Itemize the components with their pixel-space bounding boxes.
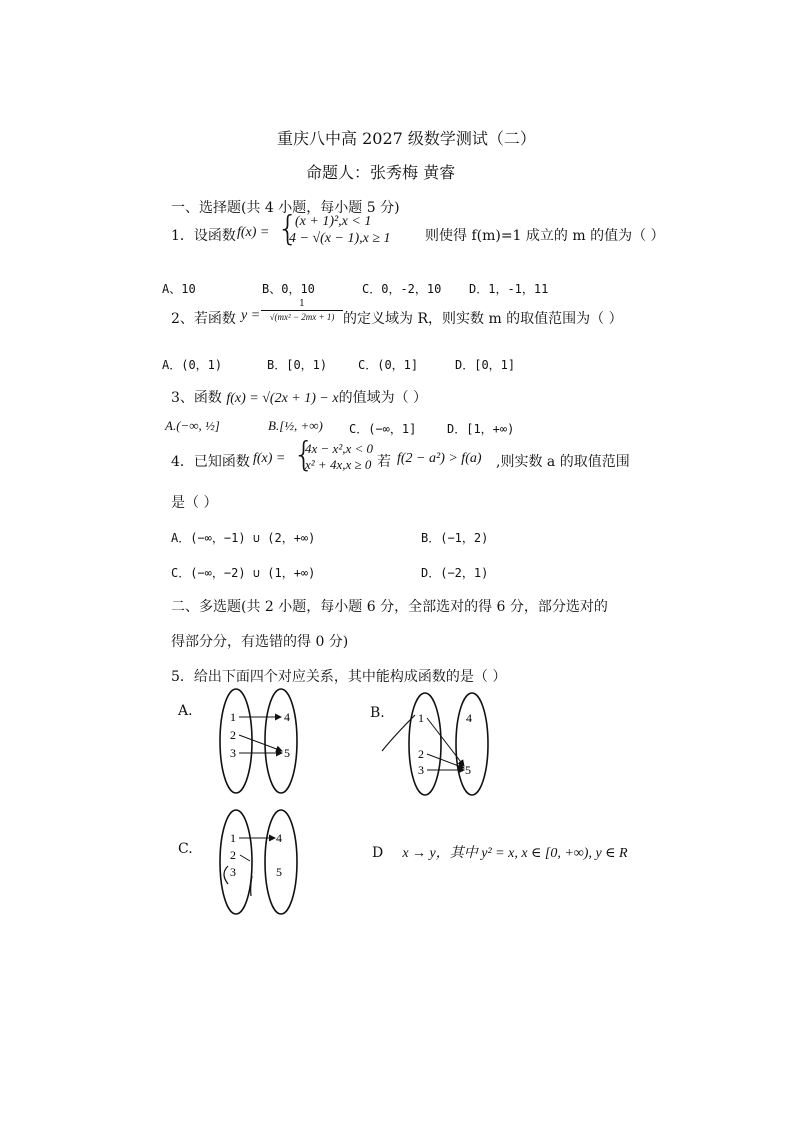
- section-2-heading-line-2: 得部分分，有选错的得 0 分): [171, 634, 349, 650]
- q3-expr: f(x) = √(2x + 1) − x: [226, 391, 339, 406]
- mapping-a: [178, 687, 328, 795]
- mapping-b-diagram: [370, 687, 520, 797]
- q4-brace: {: [293, 435, 315, 475]
- q1-case-1: (x + 1)²,x < 1: [295, 214, 372, 229]
- q2-option-a: A．(0，1): [162, 358, 223, 372]
- mapping-a-diagram: [178, 687, 328, 795]
- q1-option-a: A、10: [162, 282, 196, 296]
- q4-option-b: B．(−1，2): [421, 531, 489, 545]
- a-range-5: 5: [284, 746, 290, 760]
- q1-prefix: 1．设函数: [171, 228, 236, 244]
- q4-option-a: A．(−∞，−1) ∪ (2，+∞): [171, 531, 316, 545]
- section-2-heading-line-1: 二、多选题(共 2 小题，每小题 6 分，全部选对的得 6 分，部分选对的: [171, 599, 608, 615]
- q3-option-c: C．(−∞，1]: [349, 422, 417, 436]
- q2-denominator: √(mx² − 2mx + 1): [269, 312, 335, 322]
- mapping-c-label: C.: [178, 841, 193, 857]
- q3-option-b: B.[½, +∞): [268, 418, 323, 433]
- mapping-d-label: D: [372, 845, 384, 861]
- q2-option-b: B．[0，1): [267, 358, 328, 372]
- q4-case-1: 4x − x²,x < 0: [305, 441, 374, 456]
- b-domain-3: 3: [418, 763, 424, 777]
- q3-option-d: D．[1，+∞): [447, 422, 515, 436]
- mapping-a-label: A.: [178, 703, 193, 719]
- b-range-5: 5: [465, 763, 471, 777]
- question-5-stem: 5．给出下面四个对应关系，其中能构成函数的是（ ）: [171, 669, 507, 685]
- a-domain-1: 1: [230, 710, 236, 724]
- q1-option-d: D．1，-1，11: [469, 282, 549, 296]
- c-domain-1: 1: [230, 831, 236, 845]
- q1-option-c: C．0，-2，10: [362, 282, 442, 296]
- q1-suffix: 则使得 f(m)=1 成立的 m 的值为（ ）: [425, 228, 665, 244]
- q2-option-d: D．[0，1]: [455, 358, 516, 372]
- question-3: [171, 387, 427, 407]
- a-range-4: 4: [284, 710, 290, 724]
- mapping-d-text: x → y，其中 y² = x, x ∈ [0, +∞), y ∈ R: [402, 846, 628, 861]
- c-range-5: 5: [276, 865, 282, 879]
- q2-option-c: C．(0，1]: [358, 358, 419, 372]
- mapping-b-label: B.: [370, 705, 385, 721]
- q1-option-b: B、0，10: [262, 282, 315, 296]
- q1-brace: {: [277, 209, 299, 249]
- q4-suffix: ,则实数 a 的取值范围: [496, 454, 630, 470]
- c-domain-2: 2: [230, 848, 236, 862]
- q4-condition: f(2 − a²) > f(a): [397, 451, 482, 466]
- q4-option-d: D．(−2，1): [421, 566, 489, 580]
- q4-option-c: C．(−∞，−2) ∪ (1，+∞): [171, 566, 316, 580]
- q2-y: y =: [241, 308, 261, 323]
- page-title: 重庆八中高 2027 级数学测试（二）: [277, 129, 536, 148]
- section-1-heading: 一、选择题(共 4 小题，每小题 5 分): [171, 200, 400, 216]
- q2-suffix: 的定义域为 R，则实数 m 的取值范围为（ ）: [343, 311, 623, 327]
- q3-prefix: 3、函数: [171, 390, 227, 406]
- b-domain-2: 2: [418, 747, 424, 761]
- a-domain-3: 3: [230, 746, 236, 760]
- authors: 命题人：张秀梅 黄睿: [306, 163, 456, 182]
- q4-middle: 若: [377, 454, 391, 470]
- a-domain-2: 2: [230, 728, 236, 742]
- q4-prefix: 4．已知函数: [171, 454, 250, 470]
- q1-case-2: 4 − √(x − 1),x ≥ 1: [289, 231, 391, 246]
- c-range-4: 4: [276, 831, 282, 845]
- q2-numerator: 1: [299, 299, 305, 309]
- mapping-b: [370, 687, 520, 797]
- q4-case-2: x² + 4x,x ≥ 0: [305, 457, 372, 472]
- q3-option-a: A.(−∞, ½]: [165, 418, 220, 433]
- q2-prefix: 2、若函数: [171, 311, 236, 327]
- c-domain-3: 3: [230, 865, 236, 879]
- mapping-c-diagram: [178, 808, 328, 918]
- q1-fx: f(x) =: [237, 225, 270, 240]
- mapping-c: [178, 808, 328, 918]
- q4-fx: f(x) =: [253, 451, 286, 466]
- mapping-d: [372, 842, 628, 862]
- q4-continuation: 是（ ）: [171, 495, 218, 511]
- q2-fraction: [261, 298, 343, 324]
- b-range-4: 4: [466, 711, 472, 725]
- q3-suffix: 的值域为（ ）: [338, 390, 428, 406]
- b-domain-1: 1: [418, 711, 424, 725]
